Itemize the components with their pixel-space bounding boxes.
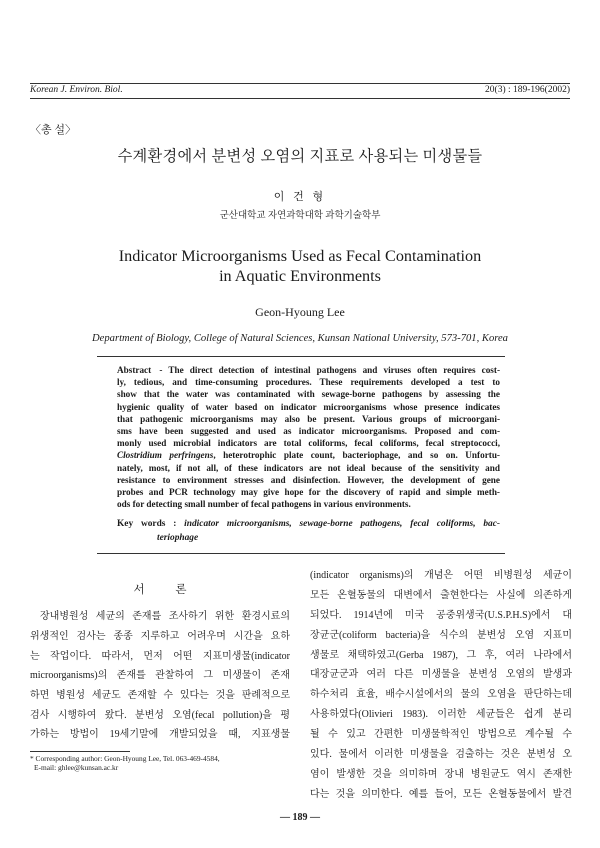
abstract-line: resistance to environment stresses and disinfection. However, the development of gene bbox=[117, 474, 500, 485]
section-heading: 서 론 bbox=[133, 584, 201, 596]
body-line: 가하는 방법이 19세기말에 개발되었을 때, 지표생물 bbox=[30, 729, 290, 740]
footnote-rule bbox=[30, 751, 130, 752]
abstract-line bbox=[117, 449, 500, 461]
keywords-label: Key words : bbox=[117, 519, 177, 529]
body-line: 는 작업이다. 따라서, 먼저 어떤 지표미생물(indicator bbox=[30, 651, 290, 662]
title-korean: 수계환경에서 분변성 오염의 지표로 사용되는 미생물들 bbox=[117, 148, 483, 165]
keywords-line bbox=[157, 531, 500, 545]
body-line: 하면 병원성 세균도 존재할 수 있다는 것을 판례적으로 bbox=[30, 690, 290, 701]
abstract-line: monly used microbial indicators are total coliforms, fecal coliforms, fecal streptococci, bbox=[117, 438, 500, 449]
abstract-line: ly, tedious, and time-consuming procedures. These requirements developed a test to bbox=[117, 377, 500, 388]
body-line: 될 수 있고 간편한 미생물학적인 방법으로 계수될 수 bbox=[310, 729, 572, 740]
body-line: 다는 것을 의미한다. 예를 들어, 모든 온혈동물에서 발견 bbox=[310, 789, 572, 800]
abstract-label: Abstract bbox=[117, 365, 152, 375]
abstract-line: sms have been suggested and used as indicator microorganisms. Proposed and com- bbox=[117, 426, 500, 436]
body-line: 사용하였다(Olivieri 1983). 이러한 세균들은 쉽게 분리 bbox=[310, 709, 572, 720]
body-line: (indicator organisms)의 개념은 어떤 비병원성 세균이 bbox=[310, 570, 572, 581]
author-korean: 이 건 형 bbox=[273, 191, 327, 203]
abstract-top-rule bbox=[97, 356, 505, 357]
abstract-line: nately, most, if not all, of these indicators are not ideal because of the sensitivity and bbox=[117, 462, 500, 473]
affiliation-english: Department of Biology, College of Natural Sciences, Kunsan National University, 573-701, Korea bbox=[92, 333, 508, 344]
body-line: 대장균군과 여러 다른 미생물을 분변성 오염의 발생과 bbox=[310, 669, 572, 680]
abstract-line: that pathogenic microorganisms may also be present. Various groups of microorgani- bbox=[117, 413, 500, 424]
body-line: 검사 시행하여 왔다. 분변성 오염(fecal pollution)을 평 bbox=[30, 710, 290, 721]
page-number: — 189 — bbox=[280, 812, 320, 823]
keywords-line bbox=[117, 517, 500, 531]
header-top-rule bbox=[30, 83, 570, 84]
abstract-line: ods for detecting small number of fecal pathogens in various environments. bbox=[117, 499, 411, 510]
author-english: Geon-Hyoung Lee bbox=[255, 305, 345, 319]
keywords-text: indicator microorganisms, sewage-borne pathogens, fecal coliforms, bac- bbox=[184, 519, 500, 529]
body-line: 생물로 채택하였고(Gerba 1987), 그 후, 여러 나라에서 bbox=[310, 650, 572, 661]
species-name-italic: Clostridium perfringens bbox=[117, 450, 214, 461]
article-category: 〈총 설〉 bbox=[30, 124, 77, 136]
abstract-bottom-rule bbox=[97, 553, 505, 554]
footnote-line: * Corresponding author: Geon-Hyoung Lee, Tel. 063-469-4584, bbox=[30, 754, 220, 763]
abstract-line: probes and PCR technology may give hope for the discovery of rapid and simple meth- bbox=[117, 487, 500, 497]
body-line: 위생적인 검사는 종종 지루하고 어려우며 시간을 요하 bbox=[30, 631, 290, 642]
keywords-text: teriophage bbox=[157, 533, 199, 543]
body-line: 하수처리 효율, 배수시설에서의 물의 오염을 판단하는데 bbox=[310, 689, 572, 700]
abstract-line: show that the water was contaminated with sewage-borne pathogens by assessing the bbox=[117, 389, 500, 400]
body-line: 장균군(coliform bacteria)을 식수의 분변성 오염 지표미 bbox=[310, 630, 572, 641]
journal-name: Korean J. Environ. Biol. bbox=[30, 85, 123, 95]
body-line: microorganisms)의 존재를 관찰하여 그 미생물이 존재 bbox=[30, 670, 290, 681]
title-english-line: in Aquatic Environments bbox=[219, 267, 381, 285]
footnote-line: E-mail: ghlee@kunsan.ac.kr bbox=[34, 763, 119, 772]
abstract-line: hygienic quality of water based on indicator microorganisms whose presence indicates bbox=[117, 401, 500, 412]
body-line: 염이 발생한 것을 의미하며 장내 병원균도 역시 존재한 bbox=[310, 769, 572, 780]
title-english-line: Indicator Microorganisms Used as Fecal Contamination bbox=[118, 247, 482, 265]
header-bottom-rule bbox=[30, 98, 570, 99]
body-line: 있다. 물에서 이러한 미생물을 검출하는 것은 분변성 오 bbox=[310, 749, 572, 760]
journal-citation: 20(3) : 189-196(2002) bbox=[485, 85, 570, 95]
body-line: 되었다. 1914년에 미국 공중위생국(U.S.P.H.S)에서 대 bbox=[310, 610, 572, 621]
body-line: 모든 온혈동물의 대변에서 출현한다는 사실에 의존하게 bbox=[310, 590, 572, 601]
affiliation-korean: 군산대학교 자연과학대학 과학기술학부 bbox=[219, 211, 381, 221]
body-line: 장내병원성 세균의 존재를 조사하기 위한 환경시료의 bbox=[40, 611, 290, 622]
abstract-line-text: , heterotrophic plate count, bacteriophage, and so on. Unfortu- bbox=[213, 450, 500, 461]
abstract-line-text: - The direct detection of intestinal pathogens and viruses often requires cost- bbox=[159, 365, 500, 375]
abstract-line bbox=[117, 364, 500, 376]
